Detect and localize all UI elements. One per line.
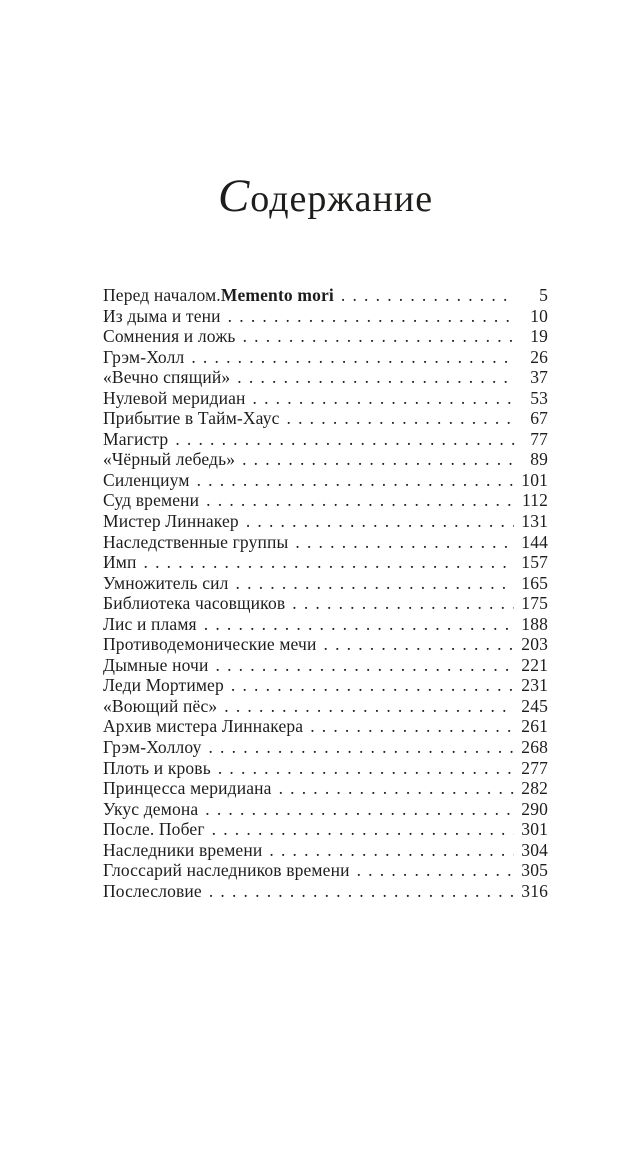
toc-page-number: 5: [539, 285, 548, 305]
toc-entry-label: Перед началом.: [103, 285, 221, 305]
page-title: [103, 172, 548, 223]
toc-dot-leader: [144, 552, 515, 573]
toc-dot-leader: [205, 799, 514, 820]
toc-entry: [103, 511, 548, 532]
toc-dot-leader: [295, 532, 514, 553]
toc-entry-label: Умножитель сил: [103, 572, 229, 593]
toc-dot-leader: [279, 778, 515, 799]
toc-entry-label: Грэм-Холл: [103, 346, 185, 367]
toc-entry-label: Наследники времени: [103, 839, 263, 860]
toc-entry: [103, 819, 548, 840]
toc-entry: [103, 285, 548, 306]
toc-list: [103, 285, 548, 901]
toc-page-number: 101: [521, 469, 548, 490]
toc-dot-leader: [237, 367, 515, 388]
toc-entry-label: Укус демона: [103, 798, 199, 819]
toc-page-number: 301: [521, 819, 548, 840]
toc-entry-label: Принцесса меридиана: [103, 778, 272, 799]
page-title-initial: С: [217, 170, 250, 222]
toc-entry-label: Дымные ночи: [103, 654, 209, 675]
toc-page-number: 290: [521, 798, 548, 819]
toc-entry: [103, 593, 548, 614]
toc-page-number: 157: [521, 552, 548, 573]
toc-dot-leader: [175, 429, 515, 450]
toc-entry: [103, 614, 548, 635]
toc-page-number: 231: [521, 675, 548, 696]
toc-entry: [103, 408, 548, 429]
toc-entry-label: Силенциум: [103, 469, 190, 490]
toc-entry: [103, 388, 548, 409]
toc-entry-label: Лис и пламя: [103, 613, 197, 634]
toc-dot-leader: [243, 326, 515, 347]
toc-entry-label: Мистер Линнакер: [103, 511, 239, 532]
toc-entry-label: «Воющий пёс»: [103, 695, 218, 716]
toc-entry: [103, 655, 548, 676]
toc-dot-leader: [341, 285, 515, 306]
toc-dot-leader: [204, 614, 515, 635]
toc-entry: [103, 758, 548, 779]
toc-page-number: 305: [521, 860, 548, 881]
toc-dot-leader: [206, 490, 515, 511]
toc-page-number: 165: [521, 572, 548, 593]
toc-page-number: 304: [521, 839, 548, 860]
toc-entry-label: Сомнения и ложь: [103, 326, 236, 347]
toc-page-number: 277: [521, 757, 548, 778]
toc-entry-label: После. Побег: [103, 819, 205, 840]
toc-page-number: 188: [521, 613, 548, 634]
toc-page-number: 67: [530, 408, 548, 429]
toc-entry: [103, 367, 548, 388]
toc-entry: [103, 326, 548, 347]
toc-page-number: 19: [530, 326, 548, 347]
toc-entry-label: Нулевой меридиан: [103, 387, 246, 408]
toc-dot-leader: [269, 840, 514, 861]
toc-entry: [103, 347, 548, 368]
toc-page-number: 37: [530, 367, 548, 388]
toc-entry-label: Суд времени: [103, 490, 200, 511]
toc-page-number: 112: [521, 490, 548, 511]
toc-entry: [103, 306, 548, 327]
toc-entry: [103, 716, 548, 737]
toc-entry-label: Архив мистера Линнакера: [103, 716, 304, 737]
book-page: [0, 172, 620, 1173]
toc-entry: [103, 532, 548, 553]
toc-page-number: 77: [530, 428, 548, 449]
toc-entry-label: «Чёрный лебедь»: [103, 449, 236, 470]
toc-dot-leader: [246, 511, 514, 532]
toc-page-number: 316: [521, 880, 548, 901]
toc-entry: [103, 799, 548, 820]
toc-page-number: 144: [521, 531, 548, 552]
toc-dot-leader: [357, 860, 515, 881]
toc-dot-leader: [228, 306, 515, 327]
toc-entry-label: «Вечно спящий»: [103, 367, 231, 388]
toc-entry: [103, 490, 548, 511]
toc-page-number: 203: [521, 634, 548, 655]
toc-entry-label: Противодемонические мечи: [103, 634, 317, 655]
toc-dot-leader: [292, 593, 514, 614]
toc-entry: [103, 860, 548, 881]
toc-entry-label: Имп: [103, 552, 137, 573]
toc-page-number: 131: [521, 511, 548, 532]
toc-dot-leader: [216, 655, 515, 676]
toc-entry: [103, 573, 548, 594]
toc-page-number: 26: [530, 346, 548, 367]
toc-dot-leader: [212, 819, 515, 840]
toc-entry-label: Из дыма и тени: [103, 305, 221, 326]
toc-page-number: 268: [521, 737, 548, 758]
toc-dot-leader: [208, 737, 514, 758]
toc-dot-leader: [191, 347, 515, 368]
toc-dot-leader: [310, 716, 514, 737]
toc-entry: [103, 881, 548, 902]
toc-dot-leader: [236, 573, 515, 594]
toc-entry: [103, 696, 548, 717]
toc-dot-leader: [242, 449, 515, 470]
toc-entry-label: Магистр: [103, 428, 169, 449]
toc-entry-label: Леди Мортимер: [103, 675, 224, 696]
toc-entry-label-bold: Memento mori: [220, 285, 334, 305]
toc-entry: [103, 552, 548, 573]
toc-entry: [103, 470, 548, 491]
toc-dot-leader: [209, 881, 514, 902]
toc-entry-label: Плоть и кровь: [103, 757, 211, 778]
toc-page-number: 10: [530, 305, 548, 326]
toc-dot-leader: [224, 696, 514, 717]
page-title-rest: одержание: [250, 178, 434, 220]
toc-entry: [103, 634, 548, 655]
toc-entry-label: Грэм-Холлоу: [103, 737, 202, 758]
toc-page-number: 261: [521, 716, 548, 737]
toc-page-number: 221: [521, 654, 548, 675]
toc-dot-leader: [218, 758, 514, 779]
toc-dot-leader: [253, 388, 515, 409]
toc-page-number: 245: [521, 695, 548, 716]
toc-entry: [103, 429, 548, 450]
toc-page-number: 89: [530, 449, 548, 470]
toc-entry-label: Библиотека часовщиков: [103, 593, 286, 614]
toc-entry: [103, 840, 548, 861]
toc-entry: [103, 778, 548, 799]
toc-page-number: 53: [530, 387, 548, 408]
toc-entry: [103, 737, 548, 758]
toc-entry-label: Прибытие в Тайм-Хаус: [103, 408, 280, 429]
toc-page-number: 282: [521, 778, 548, 799]
toc-dot-leader: [324, 634, 515, 655]
toc-page-number: 175: [521, 593, 548, 614]
toc-dot-leader: [231, 675, 514, 696]
toc-entry-label: Глоссарий наследников времени: [103, 860, 350, 881]
toc-dot-leader: [287, 408, 515, 429]
toc-entry: [103, 449, 548, 470]
toc-entry-label: Наследственные группы: [103, 531, 289, 552]
toc-entry: [103, 675, 548, 696]
toc-dot-leader: [197, 470, 515, 491]
toc-entry-label: Послесловие: [103, 880, 202, 901]
